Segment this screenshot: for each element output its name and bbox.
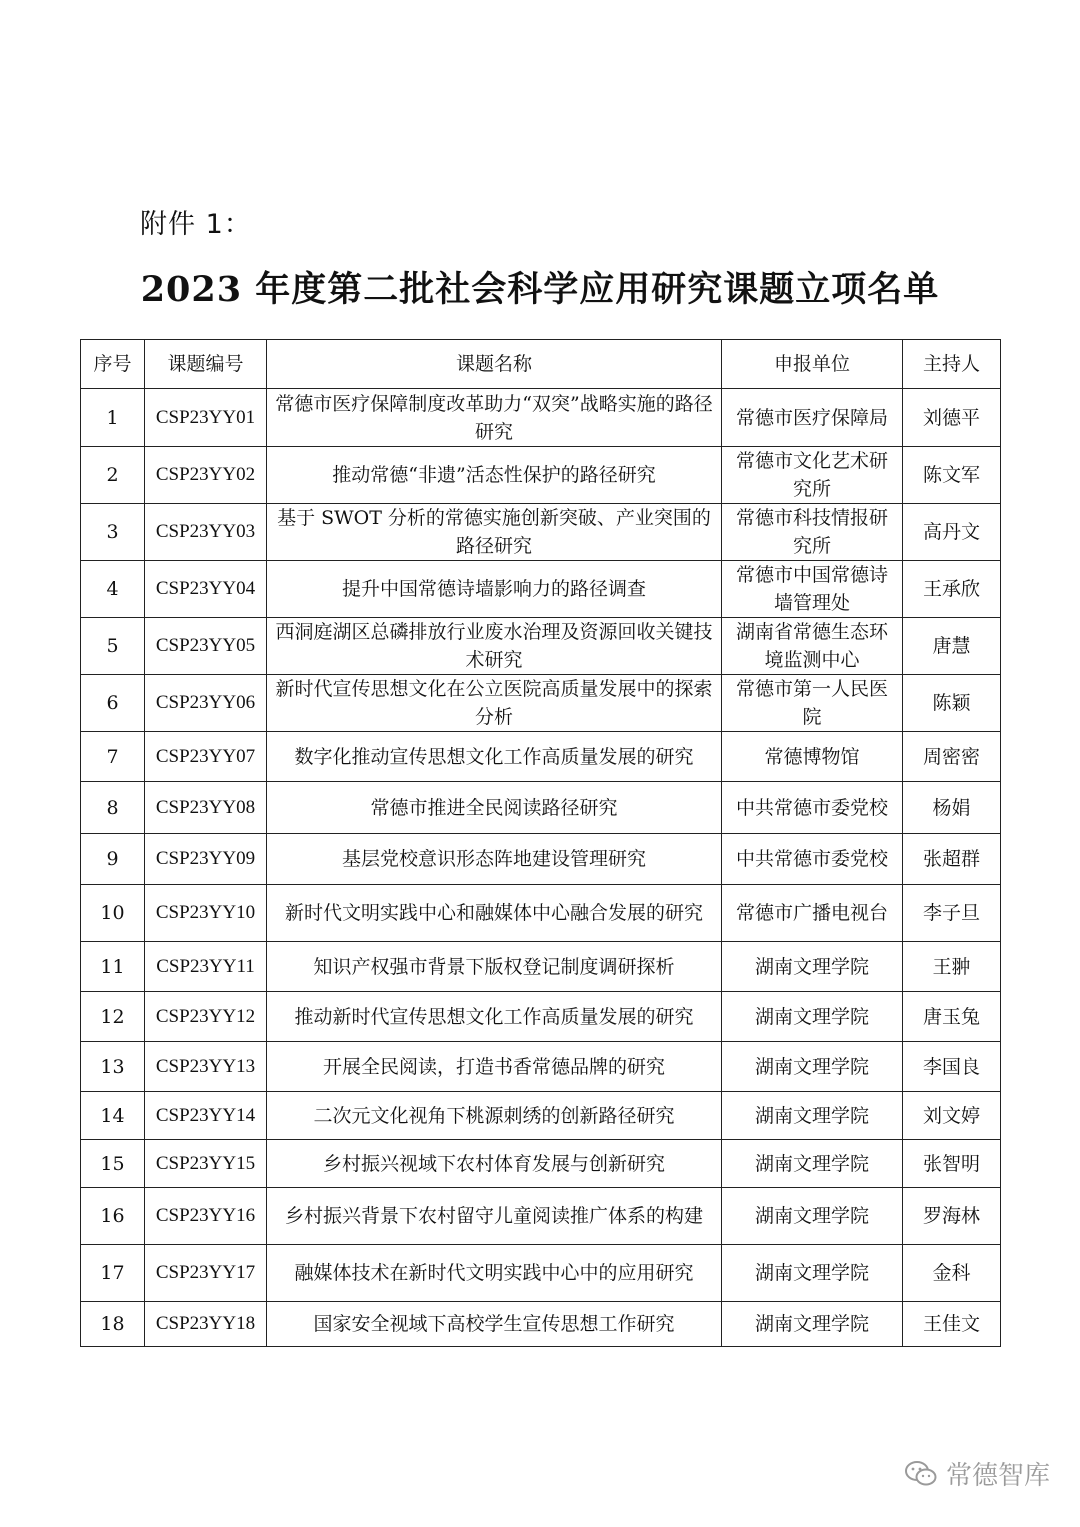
watermark-text: 常德智库	[945, 1461, 1050, 1491]
cell-host: 张超群	[903, 834, 1001, 885]
project-table	[80, 339, 1001, 1347]
table-row	[81, 447, 1001, 504]
cell-name: 国家安全视域下高校学生宣传思想工作研究	[267, 1302, 722, 1347]
cell-code: CSP23YY15	[145, 1140, 267, 1188]
cell-code: CSP23YY13	[145, 1042, 267, 1092]
cell-host: 刘文婷	[903, 1092, 1001, 1140]
watermark	[904, 1455, 1050, 1492]
cell-code: CSP23YY10	[145, 885, 267, 942]
table-row	[81, 992, 1001, 1042]
cell-code: CSP23YY05	[145, 618, 267, 675]
cell-code: CSP23YY12	[145, 992, 267, 1042]
page-title: 2023 年度第二批社会科学应用研究课题立项名单	[140, 269, 940, 310]
cell-unit: 常德市医疗保障局	[722, 389, 903, 447]
cell-unit: 湖南省常德生态环境监测中心	[722, 618, 903, 675]
cell-no: 16	[81, 1188, 145, 1245]
cell-code: CSP23YY03	[145, 504, 267, 561]
column-header-host: 主持人	[903, 340, 1001, 389]
cell-name: 提升中国常德诗墙影响力的路径调查	[267, 561, 722, 618]
wechat-icon	[904, 1460, 938, 1488]
table-row	[81, 675, 1001, 732]
cell-code: CSP23YY14	[145, 1092, 267, 1140]
table-row	[81, 732, 1001, 782]
cell-unit: 湖南文理学院	[722, 942, 903, 992]
column-header-name: 课题名称	[267, 340, 722, 389]
column-header-unit: 申报单位	[722, 340, 903, 389]
cell-name: 开展全民阅读，打造书香常德品牌的研究	[267, 1042, 722, 1092]
table-row	[81, 834, 1001, 885]
cell-no: 18	[81, 1302, 145, 1347]
table-row	[81, 782, 1001, 834]
cell-no: 9	[81, 834, 145, 885]
cell-code: CSP23YY17	[145, 1245, 267, 1302]
cell-no: 6	[81, 675, 145, 732]
cell-no: 8	[81, 782, 145, 834]
table-header-row	[81, 340, 1001, 389]
cell-no: 4	[81, 561, 145, 618]
cell-host: 王承欣	[903, 561, 1001, 618]
cell-name: 二次元文化视角下桃源刺绣的创新路径研究	[267, 1092, 722, 1140]
cell-unit: 中共常德市委党校	[722, 834, 903, 885]
cell-name: 乡村振兴背景下农村留守儿童阅读推广体系的构建	[267, 1188, 722, 1245]
cell-host: 罗海林	[903, 1188, 1001, 1245]
cell-host: 唐玉兔	[903, 992, 1001, 1042]
column-header-code: 课题编号	[145, 340, 267, 389]
cell-unit: 湖南文理学院	[722, 992, 903, 1042]
table-row	[81, 1140, 1001, 1188]
table-row	[81, 389, 1001, 447]
cell-name: 知识产权强市背景下版权登记制度调研探析	[267, 942, 722, 992]
cell-no: 10	[81, 885, 145, 942]
cell-no: 5	[81, 618, 145, 675]
cell-host: 陈颖	[903, 675, 1001, 732]
cell-code: CSP23YY09	[145, 834, 267, 885]
cell-code: CSP23YY01	[145, 389, 267, 447]
cell-code: CSP23YY16	[145, 1188, 267, 1245]
cell-code: CSP23YY07	[145, 732, 267, 782]
table-row	[81, 1188, 1001, 1245]
table-row	[81, 1245, 1001, 1302]
cell-unit: 常德市中国常德诗墙管理处	[722, 561, 903, 618]
table-row	[81, 1302, 1001, 1347]
cell-no: 1	[81, 389, 145, 447]
cell-name: 基于 SWOT 分析的常德实施创新突破、产业突围的路径研究	[267, 504, 722, 561]
cell-host: 李国良	[903, 1042, 1001, 1092]
cell-no: 2	[81, 447, 145, 504]
table-row	[81, 1042, 1001, 1092]
cell-no: 15	[81, 1140, 145, 1188]
cell-name: 推动新时代宣传思想文化工作高质量发展的研究	[267, 992, 722, 1042]
cell-host: 高丹文	[903, 504, 1001, 561]
cell-host: 陈文军	[903, 447, 1001, 504]
cell-host: 周密密	[903, 732, 1001, 782]
cell-host: 唐慧	[903, 618, 1001, 675]
cell-name: 新时代文明实践中心和融媒体中心融合发展的研究	[267, 885, 722, 942]
table-row	[81, 618, 1001, 675]
cell-no: 3	[81, 504, 145, 561]
cell-unit: 湖南文理学院	[722, 1092, 903, 1140]
cell-name: 基层党校意识形态阵地建设管理研究	[267, 834, 722, 885]
cell-unit: 常德市第一人民医院	[722, 675, 903, 732]
cell-host: 王佳文	[903, 1302, 1001, 1347]
cell-unit: 常德博物馆	[722, 732, 903, 782]
cell-unit: 常德市科技情报研究所	[722, 504, 903, 561]
cell-name: 数字化推动宣传思想文化工作高质量发展的研究	[267, 732, 722, 782]
table-row	[81, 942, 1001, 992]
attachment-label: 附件 1：	[140, 209, 252, 240]
cell-host: 王翀	[903, 942, 1001, 992]
cell-no: 14	[81, 1092, 145, 1140]
cell-no: 12	[81, 992, 145, 1042]
cell-code: CSP23YY11	[145, 942, 267, 992]
cell-name: 常德市医疗保障制度改革助力“双突”战略实施的路径研究	[267, 389, 722, 447]
cell-unit: 湖南文理学院	[722, 1188, 903, 1245]
cell-code: CSP23YY06	[145, 675, 267, 732]
cell-name: 融媒体技术在新时代文明实践中心中的应用研究	[267, 1245, 722, 1302]
cell-no: 7	[81, 732, 145, 782]
cell-name: 推动常德“非遗”活态性保护的路径研究	[267, 447, 722, 504]
cell-name: 常德市推进全民阅读路径研究	[267, 782, 722, 834]
table-row	[81, 561, 1001, 618]
cell-name: 新时代宣传思想文化在公立医院高质量发展中的探索分析	[267, 675, 722, 732]
cell-host: 杨娟	[903, 782, 1001, 834]
cell-unit: 常德市广播电视台	[722, 885, 903, 942]
cell-code: CSP23YY18	[145, 1302, 267, 1347]
cell-code: CSP23YY02	[145, 447, 267, 504]
cell-unit: 湖南文理学院	[722, 1302, 903, 1347]
cell-no: 13	[81, 1042, 145, 1092]
cell-host: 张智明	[903, 1140, 1001, 1188]
cell-unit: 湖南文理学院	[722, 1042, 903, 1092]
cell-unit: 中共常德市委党校	[722, 782, 903, 834]
cell-no: 11	[81, 942, 145, 992]
cell-unit: 湖南文理学院	[722, 1140, 903, 1188]
table-row	[81, 1092, 1001, 1140]
cell-name: 西洞庭湖区总磷排放行业废水治理及资源回收关键技术研究	[267, 618, 722, 675]
cell-host: 刘德平	[903, 389, 1001, 447]
cell-no: 17	[81, 1245, 145, 1302]
table-row	[81, 885, 1001, 942]
table-row	[81, 504, 1001, 561]
cell-unit: 湖南文理学院	[722, 1245, 903, 1302]
cell-name: 乡村振兴视域下农村体育发展与创新研究	[267, 1140, 722, 1188]
cell-code: CSP23YY08	[145, 782, 267, 834]
cell-unit: 常德市文化艺术研究所	[722, 447, 903, 504]
cell-host: 金科	[903, 1245, 1001, 1302]
column-header-no: 序号	[81, 340, 145, 389]
cell-code: CSP23YY04	[145, 561, 267, 618]
cell-host: 李子旦	[903, 885, 1001, 942]
